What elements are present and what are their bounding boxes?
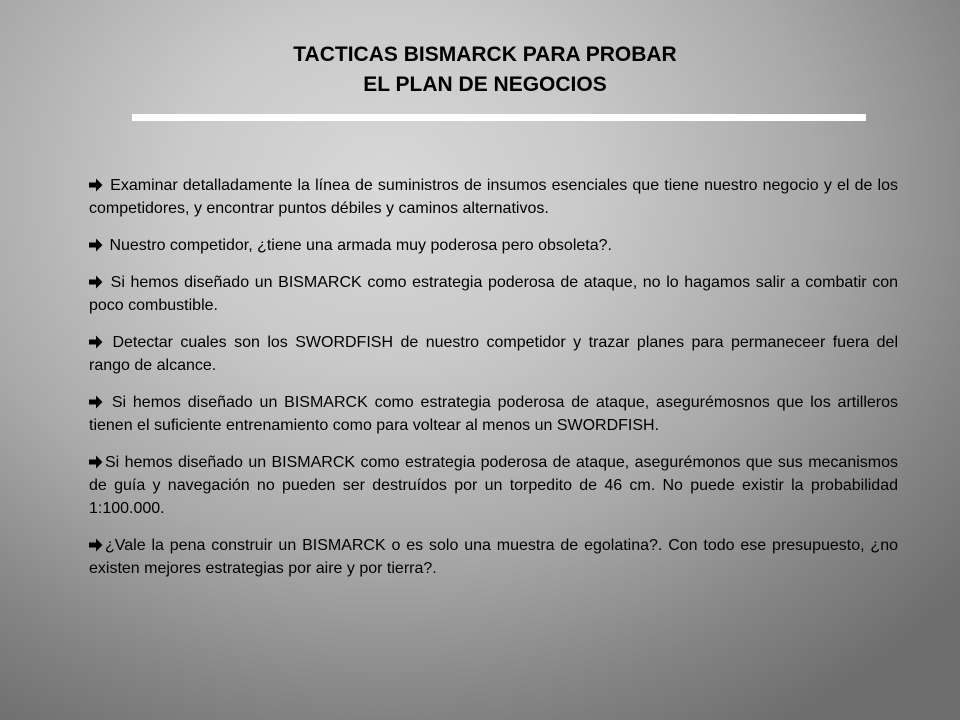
right-arrow-icon: [89, 275, 103, 289]
bullet-list: [89, 174, 898, 594]
right-arrow-icon: [89, 395, 103, 409]
bullet-text: Si hemos diseñado un BISMARCK como estrategia poderosa de ataque, asegurémosnos que los artilleros tienen el suficiente entrenamiento como para voltear al menos un SWORDFISH.: [89, 394, 899, 434]
right-arrow-icon: [89, 178, 103, 192]
bullet-text: Nuestro competidor, ¿tiene una armada muy poderosa pero obsoleta?.: [109, 237, 612, 254]
bullet-item: [89, 391, 898, 437]
title-line-1: TACTICAS BISMARCK PARA PROBAR: [293, 43, 677, 66]
right-arrow-icon: [89, 238, 103, 252]
title-line-2: EL PLAN DE NEGOCIOS: [363, 73, 607, 96]
bullet-item: [89, 451, 898, 520]
bullet-item: [89, 534, 898, 580]
bullet-text: Si hemos diseñado un BISMARCK como estrategia poderosa de ataque, no lo hagamos salir a combatir con poco combustible.: [89, 274, 898, 314]
right-arrow-icon: [89, 335, 103, 349]
bullet-item: [89, 331, 898, 377]
right-arrow-icon: [89, 538, 103, 552]
bullet-item: [89, 271, 898, 317]
bullet-text: Examinar detalladamente la línea de suministros de insumos esenciales que tiene nuestro negocio y el de los competidores, y encontrar puntos débiles y caminos alternativos.: [89, 177, 899, 217]
bullet-text: Si hemos diseñado un BISMARCK como estrategia poderosa de ataque, asegurémonos que sus mecanismos de guía y navegación no pueden ser destruídos por un torpedito de 46 cm. No puede existir la probabilidad 1:100.000.: [89, 454, 898, 517]
bullet-item: [89, 174, 898, 220]
slide-title: [150, 40, 820, 100]
right-arrow-icon: [89, 455, 103, 469]
bullet-text: Detectar cuales son los SWORDFISH de nuestro competidor y trazar planes para permaneceer fuera del rango de alcance.: [89, 334, 898, 374]
bullet-item: [89, 234, 898, 257]
title-divider: [132, 114, 866, 121]
bullet-text: ¿Vale la pena construir un BISMARCK o es solo una muestra de egolatina?. Con todo ese presupuesto, ¿no existen mejores estrategias por aire y por tierra?.: [89, 537, 898, 577]
